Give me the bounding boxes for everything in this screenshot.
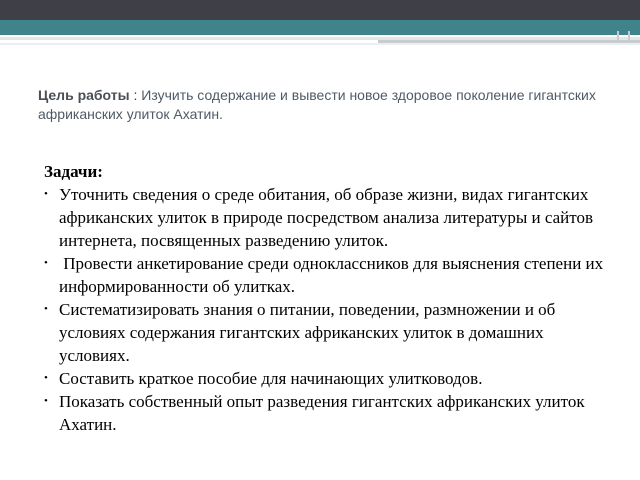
title-label: Цель работы xyxy=(38,87,130,103)
accent-band xyxy=(0,20,640,35)
title-separator: : xyxy=(129,87,142,103)
bullet-icon: • xyxy=(44,188,48,200)
bullet-icon: • xyxy=(44,372,48,384)
bullet-icon: • xyxy=(44,257,48,269)
task-text: Систематизировать знания о питании, поведении, размножении и об условиях содержания гигантских африканских улиток в домашних условиях. xyxy=(59,300,556,365)
tasks-section xyxy=(44,160,608,436)
decorative-line xyxy=(0,43,640,45)
bullet-icon: • xyxy=(44,303,48,315)
task-text: Показать собственный опыт разведения гигантских африканских улиток Ахатин. xyxy=(59,392,585,434)
decorative-tick xyxy=(628,31,630,42)
task-list xyxy=(44,183,608,436)
task-text: Составить краткое пособие для начинающих улитководов. xyxy=(59,369,483,388)
task-item xyxy=(44,298,604,367)
task-text: Провести анкетирование среди одноклассников для выяснения степени их информированности об улитках. xyxy=(59,254,608,296)
title-text: Изучить содержание и вывести новое здоровое поколение гигантских африканских улиток Ахатин. xyxy=(38,87,596,122)
tasks-heading: Задачи: xyxy=(44,162,103,181)
decorative-tick xyxy=(617,31,619,42)
task-item xyxy=(44,252,608,298)
bullet-icon: • xyxy=(44,395,48,407)
task-item xyxy=(44,367,604,390)
task-text: Уточнить сведения о среде обитания, об образе жизни, видах гигантских африканских улиток в природе посредством анализа литературы и сайтов интернета, посвященных разведению улиток. xyxy=(59,185,593,250)
slide-title xyxy=(38,86,598,124)
top-bar xyxy=(0,0,640,20)
task-item xyxy=(44,390,604,436)
task-item xyxy=(44,183,604,252)
